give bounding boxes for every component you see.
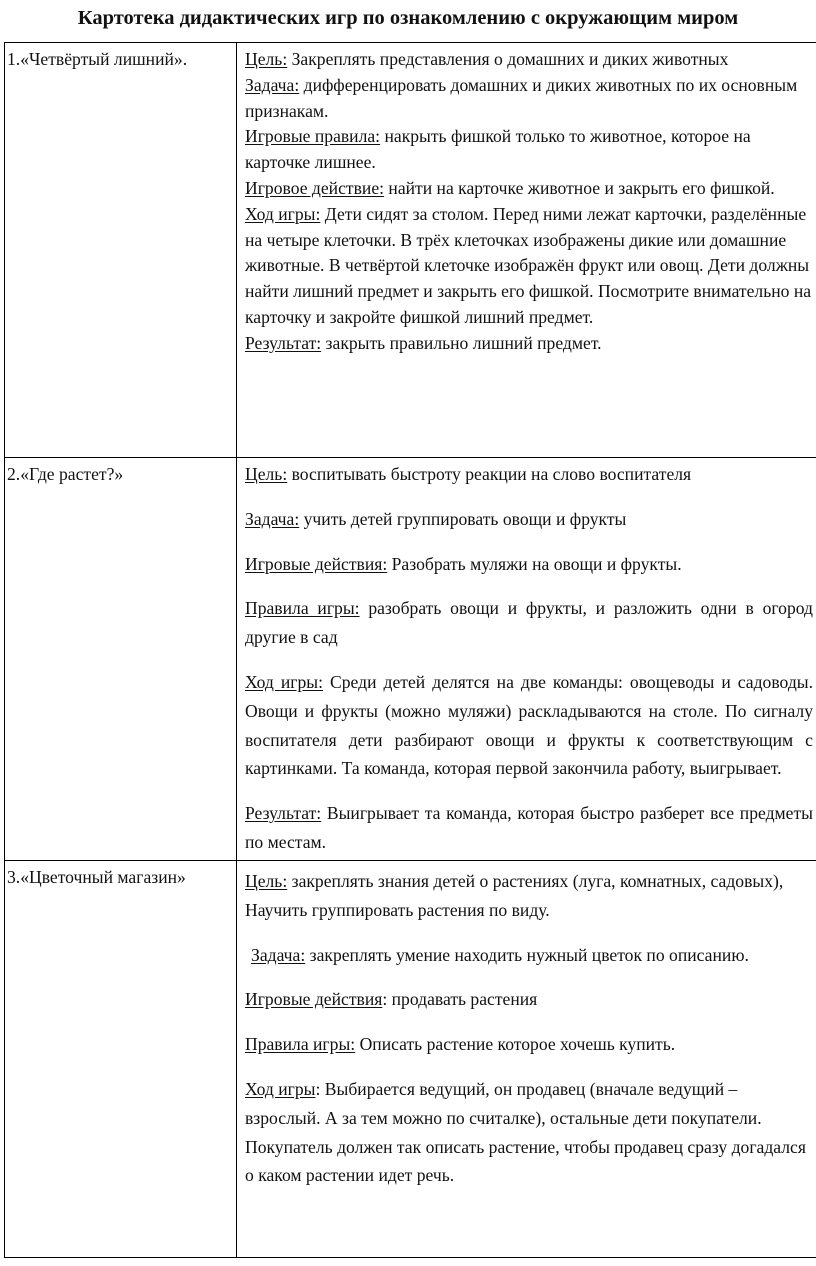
task-label: Задача: [245, 74, 300, 95]
rules-label: Правила игры: [245, 598, 360, 619]
course-label: Ход игры: [245, 671, 323, 692]
rules-paragraph [245, 124, 813, 176]
rules-label: Правила игры: [245, 1034, 356, 1055]
task-text: закреплять умение находить нужный цветок по описанию. [305, 944, 749, 965]
result-label: Результат: [245, 803, 322, 824]
course-label: Ход игры: [245, 203, 321, 224]
task-label: Задача: [251, 944, 306, 965]
result-text: Выигрывает та команда, которая быстро разберет все предметы по местам. [245, 803, 813, 852]
action-label: Игровое действие: [245, 177, 385, 198]
goal-paragraph [245, 460, 813, 489]
task-paragraph [245, 505, 813, 534]
rules-paragraph [245, 1030, 809, 1059]
course-label: Ход игры [245, 1078, 316, 1099]
result-paragraph [245, 799, 813, 857]
action-text: Разобрать муляжи на овощи и фрукты. [387, 553, 682, 574]
course-text: : Выбирается ведущий, он продавец (вначале ведущий – взрослый. А за тем можно по считалке), остальные дети покупатели. Покупатель должен так описать растение, чтобы продавец сразу догадался о каком растении идет речь. [245, 1078, 806, 1186]
goal-label: Цель: [245, 464, 288, 484]
result-label: Результат: [245, 332, 322, 353]
action-label: Игровые действия [245, 989, 383, 1010]
course-text: Дети сидят за столом. Перед ними лежат карточки, разделённые на четыре клеточки. В трёх клеточках изображены дикие или домашние животные. В четвёртой клеточке изображён фрукт или овощ. Дети должны найти лишний предмет и закрыть его фишкой. Посмотрите внимательно на карточку и закройте фишкой лишний предмет. [245, 203, 812, 327]
task-paragraph [245, 73, 813, 125]
task-text: дифференцировать домашних и диких животных по их основным признакам. [245, 74, 798, 121]
table-row [5, 458, 816, 861]
task-text: учить детей группировать овощи и фрукты [299, 508, 627, 529]
game-name: 3.«Цветочный магазин» [5, 861, 237, 1258]
goal-text: закреплять знания детей о растениях (луга, комнатных, садовых), Научить группировать растения по виду. [245, 871, 784, 920]
rules-text: Описать растение которое хочешь купить. [355, 1034, 676, 1055]
result-text: закрыть правильно лишний предмет. [321, 332, 602, 353]
page-title: Картотека дидактических игр по ознакомлению с окружающим миром [77, 7, 739, 29]
game-description [237, 43, 816, 458]
action-label: Игровые действия: [245, 553, 388, 574]
goal-label: Цель: [245, 49, 288, 69]
course-paragraph [245, 1075, 809, 1190]
result-paragraph [245, 331, 813, 357]
goal-text: воспитывать быстроту реакции на слово воспитателя [287, 464, 692, 484]
table-row [5, 43, 816, 458]
task-paragraph [245, 941, 809, 970]
rules-text: накрыть фишкой только то животное, которое на карточке лишнее. [245, 126, 751, 173]
action-paragraph [245, 550, 813, 579]
course-text: Среди детей делятся на две команды: овощеводы и садоводы. Овощи и фрукты (можно муляжи) раскладываются на столе. По сигналу воспитателя дети разбирают овощи и фрукты к соответствующим с картинками. Та команда, которая первой закончила работу, выигрывает. [245, 671, 814, 779]
course-paragraph [245, 668, 813, 783]
goal-paragraph [245, 867, 809, 925]
games-table [4, 42, 816, 1258]
game-name: 2.«Где растет?» [5, 458, 237, 861]
rules-paragraph [245, 594, 813, 652]
action-text: : продавать растения [382, 989, 538, 1010]
task-label: Задача: [245, 508, 300, 529]
table-row [5, 861, 816, 1258]
course-paragraph [245, 202, 813, 331]
action-paragraph [245, 176, 813, 202]
game-name: 1.«Четвёртый лишний». [5, 43, 237, 458]
goal-text: Закреплять представления о домашних и диких животных [287, 49, 729, 69]
rules-text: разобрать овощи и фрукты, и разложить одни в огород другие в сад [245, 598, 813, 648]
action-text: найти на карточке животное и закрыть его фишкой. [384, 177, 775, 198]
game-description [237, 861, 816, 1258]
goal-paragraph [245, 47, 813, 73]
action-paragraph [245, 985, 809, 1014]
rules-label: Игровые правила: [245, 126, 381, 147]
goal-label: Цель: [245, 871, 288, 891]
game-description [237, 458, 816, 861]
